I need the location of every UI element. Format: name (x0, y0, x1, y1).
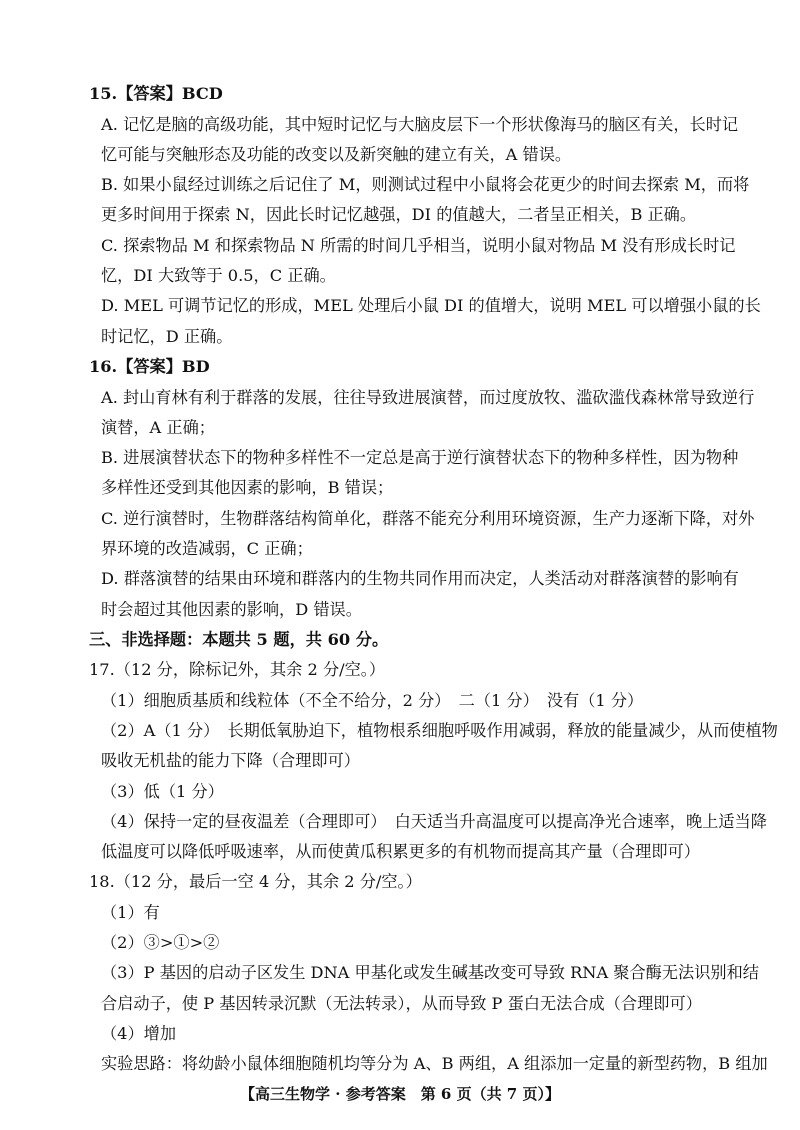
q17-part1: （1）细胞质基质和线粒体（不全不给分，2 分） 二（1 分） 没有（1 分） (101, 691, 644, 710)
page-footer: 【高三生物学 · 参考答案 第 6 页（共 7 页）】 (240, 1085, 560, 1103)
q16-b-line1: B. 进展演替状态下的物种多样性不一定总是高于逆行演替状态下的物种多样性，因为物种 (101, 448, 739, 467)
q16-c-line1: C. 逆行演替时，生物群落结构简单化，群落不能充分利用环境资源，生产力逐渐下降，对外 (101, 509, 755, 528)
q17-part4-line2: 低温度可以降低呼吸速率，从而使黄瓜积累更多的有机物而提高其产量（合理即可） (101, 842, 700, 861)
q15-b-line2: 更多时间用于探索 N，因此长时记忆越强，DI 的值越大，二者呈正相关，B 正确。 (101, 205, 697, 224)
q17-part2-line1: （2）A（1 分） 长期低氧胁迫下，植物根系细胞呼吸作用减弱，释放的能量减少，从而使植物 (101, 721, 778, 740)
q16-b-line2: 多样性还受到其他因素的影响，B 错误； (101, 478, 394, 497)
q15-a-line1: A. 记忆是脑的高级功能，其中短时记忆与大脑皮层下一个形状像海马的脑区有关，长时记 (101, 115, 739, 134)
q17-part3: （3）低（1 分） (101, 782, 224, 801)
q17-title: 17.（12 分，除标记外，其余 2 分/空。） (89, 660, 386, 679)
q15-title: 15.【答案】BCD (89, 84, 223, 103)
q18-title: 18.（12 分，最后一空 4 分，其余 2 分/空。） (89, 872, 422, 891)
q18-part3-line2: 合启动子，使 P 基因转录沉默（无法转录），从而导致 P 蛋白无法合成（合理即可） (101, 994, 702, 1013)
q16-a-line2: 演替，A 正确； (101, 418, 215, 437)
q15-c-line2: 忆，DI 大致等于 0.5，C 正确。 (101, 266, 336, 285)
q17-part4-line1: （4）保持一定的昼夜温差（合理即可） 白天适当升高温度可以提高净光合速率，晚上适当降 (101, 812, 767, 831)
q15-a-line2: 忆可能与突触形态及功能的改变以及新突触的建立有关，A 错误。 (101, 145, 572, 164)
q18-part4: （4）增加 (101, 1024, 177, 1043)
q16-a-line1: A. 封山育林有利于群落的发展，往往导致进展演替，而过度放牧、滥砍滥伐森林常导致逆行 (101, 388, 755, 407)
q18-part2: （2）③>①>② (101, 933, 220, 952)
q18-part3-line1: （3）P 基因的启动子区发生 DNA 甲基化或发生碱基改变可导致 RNA 聚合酶无法识别和结 (101, 963, 759, 982)
q16-title: 16.【答案】BD (89, 357, 210, 376)
q16-d-line2: 时会超过其他因素的影响，D 错误。 (101, 600, 362, 619)
q15-b-line1: B. 如果小鼠经过训练之后记住了 M，则测试过程中小鼠将会花更少的时间去探索 M，而将 (101, 175, 750, 194)
q15-d-line1: D. MEL 可调节记忆的形成，MEL 处理后小鼠 DI 的值增大，说明 MEL 可以增强小鼠的长 (101, 296, 761, 315)
q15-d-line2: 时记忆，D 正确。 (101, 327, 233, 346)
q16-c-line2: 界环境的改造减弱，C 正确； (101, 539, 313, 558)
q17-part2-line2: 吸收无机盐的能力下降（合理即可） (101, 751, 360, 770)
q18-part1: （1）有 (101, 903, 160, 922)
q15-c-line1: C. 探索物品 M 和探索物品 N 所需的时间几乎相当，说明小鼠对物品 M 没有形成长时记 (101, 236, 736, 255)
q18-idea-line1: 实验思路：将幼龄小鼠体细胞随机均等分为 A、B 两组，A 组添加一定量的新型药物，B 组加 (101, 1054, 768, 1073)
q16-d-line1: D. 群落演替的结果由环境和群落内的生物共同作用而决定，人类活动对群落演替的影响有 (101, 569, 739, 588)
section-3-heading: 三、非选择题：本题共 5 题，共 60 分。 (89, 630, 389, 649)
